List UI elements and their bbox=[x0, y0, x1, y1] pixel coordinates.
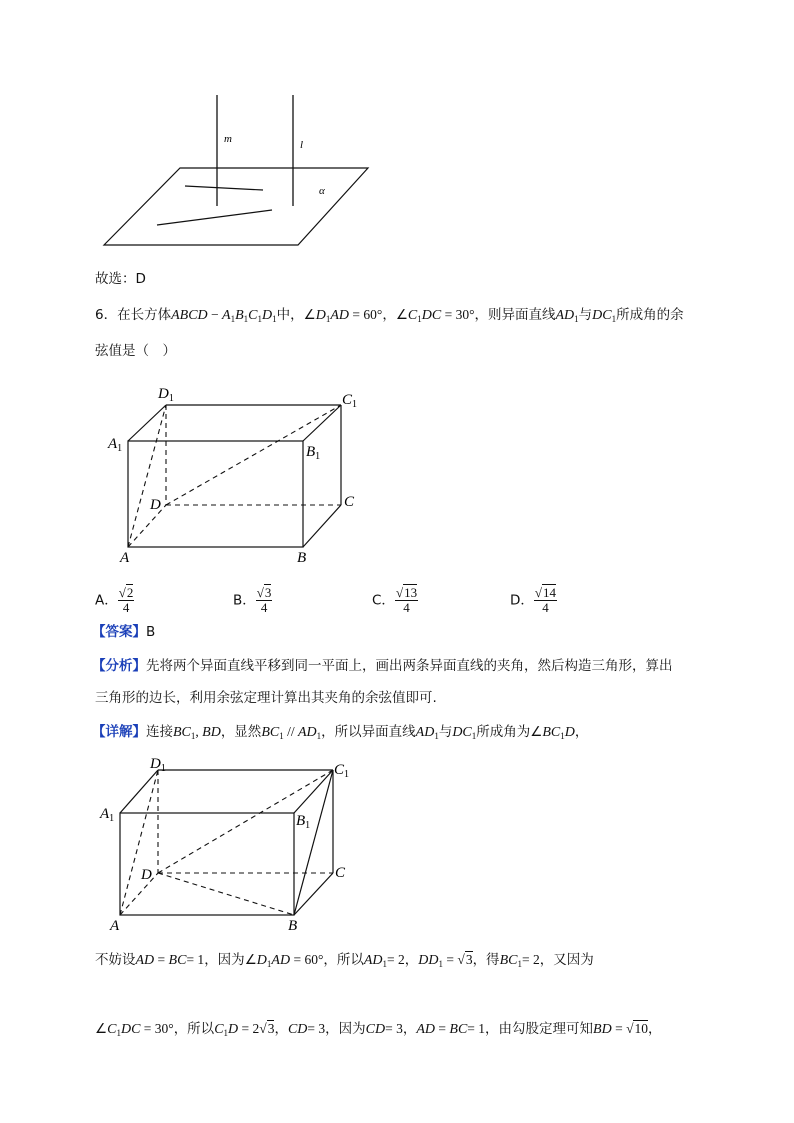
cuboid-figure-1 bbox=[100, 378, 370, 568]
label-b1: $B_1$ bbox=[306, 444, 321, 462]
edge-bc bbox=[303, 505, 341, 547]
option-b: B． $\frac{√3}{4}$ bbox=[233, 585, 272, 615]
calc-line1: 不妨设AD = BC= 1，因为$\angle D_1AD = 60^\circ$，所以$AD_1= 2$，$DD_1 = √3$，得$BC_1= 2$，又因为 bbox=[95, 952, 594, 969]
plane-line-2 bbox=[157, 210, 272, 225]
detail-line: 【详解】连接$BC_1$, BD，显然$BC_1 // AD_1$，所以异面直线$AD_1$与$DC_1$所成角为$\angle BC_1D$， bbox=[92, 724, 589, 741]
label-a1: $A_1$ bbox=[108, 436, 123, 454]
answer-line: 【答案】B bbox=[92, 624, 156, 640]
label-c1: $C_1$ bbox=[342, 392, 358, 410]
option-a: A． $\frac{√2}{4}$ bbox=[95, 585, 134, 615]
label-c1-2: $C_1$ bbox=[334, 762, 350, 780]
plane-line-1 bbox=[185, 186, 263, 190]
label-b1-2: $B_1$ bbox=[296, 813, 311, 831]
question-6-line2: 弦值是（ ） bbox=[95, 343, 176, 359]
label-d: D bbox=[150, 497, 161, 513]
calc-line2: $\angle C_1DC = 30^\circ$，所以$C_1D = 2√3$，CD= 3，因为CD= 3，AD = BC= 1，由勾股定理可知BD = √10， bbox=[95, 1021, 662, 1038]
label-b-2: B bbox=[288, 918, 298, 934]
cuboid-figure-2 bbox=[92, 752, 362, 942]
label-d-2: D bbox=[141, 867, 152, 883]
previous-answer: 故选：D bbox=[95, 271, 146, 287]
label-alpha: α bbox=[319, 185, 325, 197]
analysis-line1: 【分析】先将两个异面直线平移到同一平面上，画出两条异面直线的夹角，然后构造三角形，算出 bbox=[92, 658, 673, 674]
analysis-line2: 三角形的边长，利用余弦定理计算出其夹角的余弦值即可. bbox=[95, 690, 437, 706]
front-face-2 bbox=[120, 813, 294, 915]
question-6-line1: 6．在长方体ABCD − $A_1B_1C_1D_1$中，$\angle D_1AD = 60^\circ$，$\angle C_1DC = 30^\circ$，则异面直线$AD_1$与$DC_1$所成角的余 bbox=[95, 307, 684, 324]
label-d1-2: $D_1$ bbox=[150, 756, 166, 774]
label-l: l bbox=[300, 139, 304, 151]
plane-figure bbox=[95, 90, 385, 250]
label-c-2: C bbox=[335, 865, 346, 881]
label-m: m bbox=[224, 133, 232, 145]
edge-a1d1 bbox=[128, 405, 166, 441]
hidden-bd-2 bbox=[158, 873, 294, 915]
option-d: D． $\frac{√14}{4}$ bbox=[510, 585, 557, 615]
label-b: B bbox=[297, 550, 307, 566]
option-c: C． $\frac{√13}{4}$ bbox=[372, 585, 418, 615]
label-a-2: A bbox=[110, 918, 120, 934]
label-c: C bbox=[344, 494, 355, 510]
plane-alpha bbox=[104, 168, 368, 245]
front-face bbox=[128, 441, 303, 547]
label-d1: $D_1$ bbox=[158, 386, 174, 404]
label-a: A bbox=[120, 550, 130, 566]
label-a1-2: $A_1$ bbox=[100, 806, 115, 824]
